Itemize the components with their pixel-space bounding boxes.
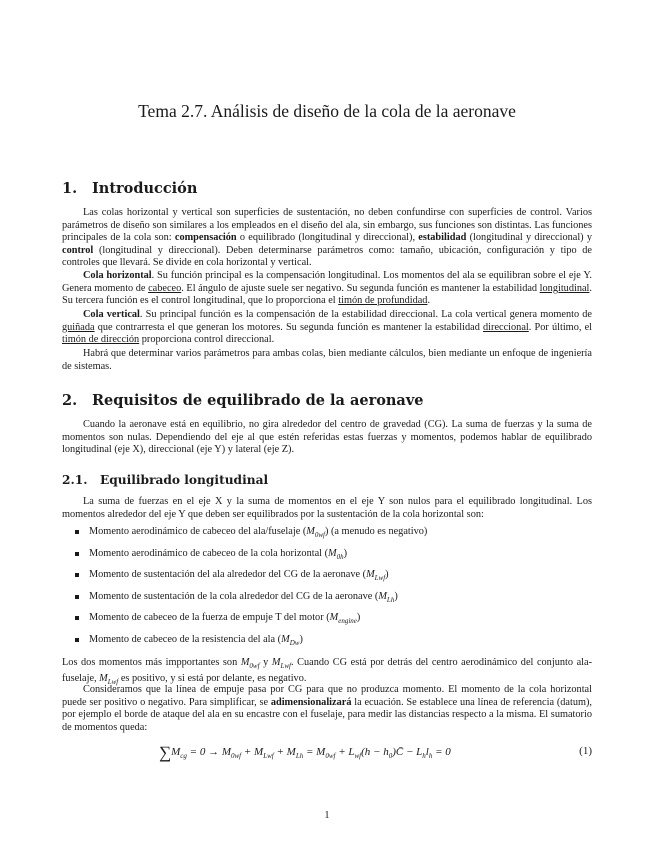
symbol-subscript: Lh [386, 595, 395, 604]
text: y [259, 657, 272, 668]
bold-term: Cola horizontal [83, 270, 152, 281]
text: proporciona control direccional. [139, 334, 275, 346]
bullet [75, 616, 79, 620]
symbol-subscript: Lwf [280, 662, 291, 671]
document-title: Tema 2.7. Análisis de diseño de la cola de la aeronave [138, 101, 516, 121]
bold-term: adimensionalizará [270, 696, 352, 708]
subsection-title: Equilibrado longitudinal [100, 473, 269, 487]
symbol-subscript: 0wf [249, 662, 260, 671]
symbol-subscript: 0wf [314, 531, 325, 540]
text: Consideramos que la línea de empuje pasa por CG para que no produzca momento. El momento de la cola horizontal puede ser positivo o negativo. Para simplificar, se [62, 684, 592, 708]
underlined-term: longitudinal [539, 282, 590, 294]
text: . Su principal función es la compensación de la estabilidad direccional. La cola vertical genera momento de [139, 309, 592, 320]
section-title: Requisitos de equilibrado de la aeronave [92, 392, 424, 409]
text: Los dos momentos más impportantes son [62, 657, 241, 668]
text: (longitudinal y direccional) y [466, 232, 592, 244]
bold-term: Cola vertical [83, 309, 140, 320]
text: la ecuación. Se establece una línea de referencia (datum), por ejemplo el borde de ataque del ala en su encastre con el fuselaje, para medir las distancias respecto a la misma. El sumatorio de momentos queda: [62, 696, 592, 733]
text: que contrarresta el que generan los motores. Su segunda función es mantener la estabilidad [94, 321, 484, 333]
text: . Su tercera función es el control longitudinal, que lo proporciona el [62, 282, 592, 307]
bold-term: control [62, 244, 94, 256]
text: . [427, 295, 431, 307]
list-item [62, 569, 592, 591]
item-text: ) (a menudo es negativo) [324, 526, 428, 537]
symbol: M [99, 672, 108, 684]
item-text: Momento de sustentación del ala alrededor del CG de la aeronave ( [89, 569, 367, 581]
item-text: ) [356, 612, 361, 624]
intro-paragraph-3 [62, 309, 592, 347]
list-item [62, 526, 592, 548]
bullet [75, 595, 79, 599]
item-text: Momento de cabeceo de la resistencia del ala ( [89, 633, 282, 645]
item-text: ) [343, 547, 348, 559]
symbol-subscript: engine [338, 617, 357, 626]
section-title: Introducción [92, 180, 198, 197]
text: . Su función principal es la compensación longitudinal. Los momentos del ala se equilibran sobre el eje Y. Genera momento de [62, 270, 592, 294]
text: o equilibrado (longitudinal y direccional), [236, 232, 419, 244]
text: es positivo, y si está por delante, es negativo. [118, 672, 307, 684]
symbol: M [329, 612, 339, 624]
text: (longitudinal y direccional). Deben determinarse parámetros como: tamaño, ubicación, configuración y tipo de controles que llevará. Se divide en cola horizontal y vertical. [62, 244, 592, 269]
list-item [62, 634, 592, 656]
symbol-subscript: Lwf [374, 574, 386, 583]
section-heading-2 [62, 392, 423, 409]
intro-paragraph-4: Habrá que determinar varios parámetros para ambas colas, bien mediante cálculos, bien mediante un enfoque de ingeniería de sistemas. [62, 348, 592, 372]
symbol-subscript: Lwf [107, 677, 119, 686]
text: . Por último, el [528, 321, 592, 333]
section-number: 2. [62, 392, 78, 409]
list-item [62, 548, 592, 570]
item-text: ) [299, 633, 303, 645]
symbol: M [240, 657, 250, 668]
equation-number: (1) [579, 745, 592, 757]
bullet [75, 530, 79, 534]
item-text: ) [385, 569, 389, 581]
item-text: Momento de sustentación de la cola alrededor del CG de la aeronave ( [89, 590, 379, 602]
page-number: 1 [324, 810, 330, 821]
symbol-subscript: 0h [336, 552, 344, 561]
underlined-term: direccional [483, 321, 529, 333]
symbol-subscript: Dw [289, 639, 300, 648]
subsection-heading [62, 473, 268, 487]
intro-paragraph-1 [62, 207, 592, 270]
text: Las colas horizontal y vertical son superficies de sustentación, no deben confundirse con superficies de control. Varios parámetros de diseño son similares a los empleados en el diseño del ala, sin embargo, sus funciones son distintas. Las funciones principales de la cola son: [62, 207, 592, 244]
equation-formula: $\sum M_{cg} = 0 \to M_{0wf} + M_{Lwf} + M_{Lh} = M_{0wf} + L_{wf}(h$ − $h_0)C̄ - L_hl_h = 0$ [159, 743, 451, 762]
bold-term: estabilidad [418, 232, 467, 244]
underlined-term: cabeceo [148, 282, 182, 294]
list-item [62, 591, 592, 613]
symbol: M [281, 633, 290, 645]
symbol: M [271, 657, 281, 668]
symbol: M [366, 569, 375, 581]
bullet [75, 573, 79, 577]
item-text: Momento aerodinámico de cabeceo de la cola horizontal ( [89, 547, 329, 559]
bold-term: compensación [174, 232, 237, 244]
section-heading-1 [62, 180, 197, 197]
underlined-term: timón de profundidad [338, 295, 428, 307]
underlined-term: guiñada [62, 321, 95, 333]
underlined-term: timón de dirección [62, 334, 140, 346]
section-number: 1. [62, 180, 78, 197]
equilibrium-paragraph: Cuando la aeronave está en equilibrio, no gira alrededor del centro de gravedad (CG). La suma de fuerzas y la suma de momentos son nulas. Dependiendo del eje al que estén referidas estas fuerzas y momentos, podemos hablar de equilibrado longitudinal (eje X), direccional (eje Y) y lateral (eje Z). [62, 419, 592, 456]
moments-list [62, 526, 592, 656]
bullet [75, 552, 79, 556]
item-text: Momento aerodinámico de cabeceo del ala/fuselaje ( [89, 526, 307, 537]
longitudinal-paragraph-3 [62, 684, 592, 734]
symbol: M [306, 526, 315, 537]
item-text: ) [394, 590, 398, 602]
text: . El ángulo de ajuste suele ser negativo. Su segunda función es mantener la estabilidad [181, 282, 540, 294]
subsection-number: 2.1. [62, 473, 88, 487]
list-item [62, 612, 592, 634]
intro-paragraph-2 [62, 270, 592, 308]
item-text: Momento de cabeceo de la fuerza de empuje T del motor ( [89, 612, 330, 624]
longitudinal-paragraph-1: La suma de fuerzas en el eje X y la suma de momentos en el eje Y son nulos para el equilibrado longitudinal. Los momentos alrededor del eje Y que deben ser equilibrados por la sustentación de la cola horizontal son: [62, 496, 592, 520]
bullet [75, 638, 79, 642]
symbol: M [328, 547, 337, 559]
text: . Cuando CG está por detrás del centro aerodinámico del conjunto ala-fuselaje, [62, 657, 593, 684]
moment-equation [62, 740, 592, 762]
symbol: M [378, 590, 387, 602]
